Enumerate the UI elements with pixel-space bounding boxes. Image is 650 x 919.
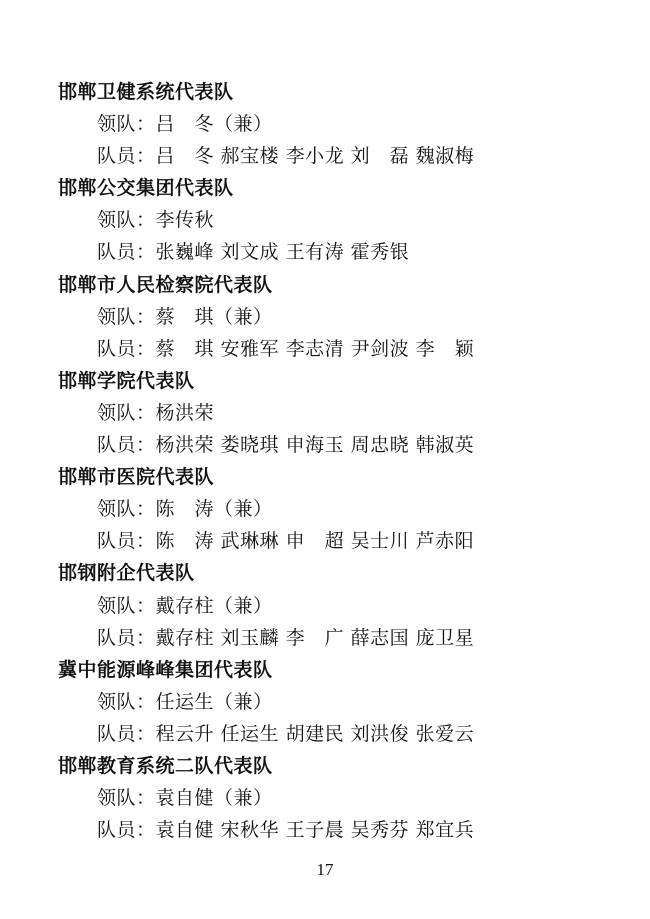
team-leader: 领队：蔡 琪（兼） (97, 305, 273, 328)
team-list (0, 76, 650, 846)
team-leader: 领队：戴存柱（兼） (97, 594, 273, 617)
team-title: 邯郸市人民检察院代表队 (58, 273, 273, 296)
team-title: 邯郸教育系统二队代表队 (58, 754, 273, 777)
team-leader: 领队：杨洪荣 (97, 401, 215, 424)
team-members: 队员：陈 涛 武琳琳 申 超 吴士川 芦赤阳 (97, 530, 475, 553)
team-title: 冀中能源峰峰集团代表队 (58, 658, 273, 681)
team-title: 邯郸市医院代表队 (58, 466, 215, 489)
team-title: 邯郸卫健系统代表队 (58, 81, 234, 103)
team-members: 队员：袁自健 宋秋华 王子晨 吴秀芬 郑宜兵 (97, 819, 475, 842)
team-members: 队员：蔡 琪 安雅军 李志清 尹剑波 李 颖 (97, 337, 475, 360)
team-title: 邯郸学院代表队 (58, 369, 195, 392)
team-leader: 领队：袁自健（兼） (97, 787, 273, 810)
team-leader: 领队：李传秋 (97, 209, 215, 232)
team-members: 队员：张巍峰 刘文成 王有涛 霍秀银 (97, 241, 410, 264)
team-leader: 领队：陈 涛（兼） (97, 498, 273, 521)
team-members: 队员：杨洪荣 娄晓琪 申海玉 周忠晓 韩淑英 (97, 434, 475, 457)
team-leader: 领队：吕 冬（兼） (97, 113, 273, 136)
team-title: 邯钢附企代表队 (58, 562, 195, 585)
team-members: 队员：戴存柱 刘玉麟 李 广 薛志国 庞卫星 (97, 626, 475, 649)
page-number: 17 (316, 860, 334, 879)
team-leader: 领队：任运生（兼） (97, 690, 273, 713)
team-members: 队员：吕 冬 郝宝楼 李小龙 刘 磊 魏淑梅 (97, 145, 475, 168)
team-title: 邯郸公交集团代表队 (58, 177, 234, 200)
team-members: 队员：程云升 任运生 胡建民 刘洪俊 张爱云 (97, 722, 475, 745)
